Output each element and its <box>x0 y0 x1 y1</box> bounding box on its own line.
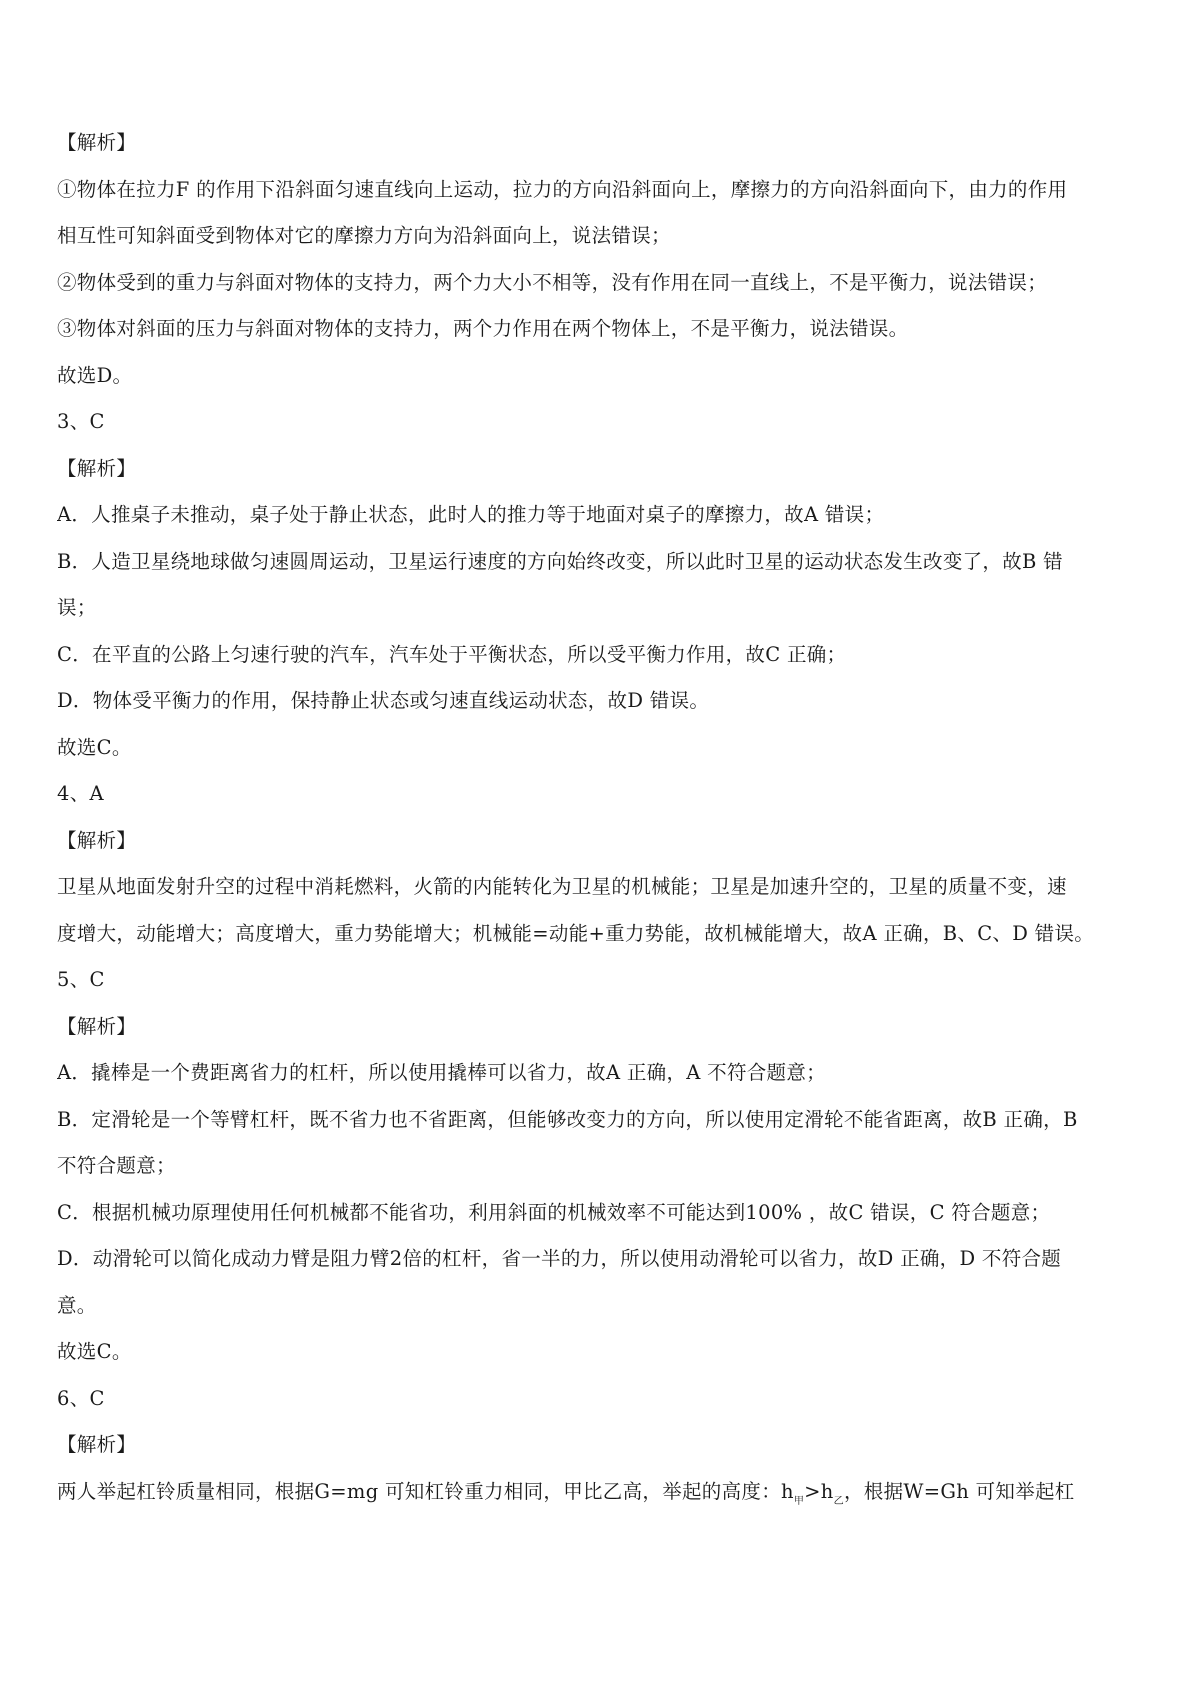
text-line: C．在平直的公路上匀速行驶的汽车，汽车处于平衡状态，所以受平衡力作用，故C 正确； <box>57 642 847 666</box>
text-line: 【解析】 <box>57 131 137 154</box>
text-line: 度增大，动能增大；高度增大，重力势能增大；机械能=动能+重力势能，故机械能增大，故A 正确，B、C、D 错误。 <box>57 921 1095 945</box>
document-page <box>57 120 1137 1515</box>
text-line: 不符合题意； <box>57 1154 176 1177</box>
text-line: 【解析】 <box>57 1433 137 1456</box>
text-line: D．动滑轮可以简化成动力臂是阻力臂2倍的杠杆，省一半的力，所以使用动滑轮可以省力，故D 正确，D 不符合题 <box>57 1247 1062 1270</box>
text-segment: >h <box>804 1479 834 1503</box>
text-line: 故选D。 <box>57 363 133 387</box>
text-line: 【解析】 <box>57 1014 137 1038</box>
text-line: D．物体受平衡力的作用，保持静止状态或匀速直线运动状态，故D 错误。 <box>57 689 710 712</box>
text-line-with-subscripts <box>57 1469 1137 1516</box>
text-line: 误； <box>57 596 97 619</box>
text-line: 卫星从地面发射升空的过程中消耗燃料，火箭的内能转化为卫星的机械能；卫星是加速升空的，卫星的质量不变，速 <box>57 875 1067 898</box>
question-number: 6、C <box>57 1386 105 1410</box>
text-line: A．人推桌子未推动，桌子处于静止状态，此时人的推力等于地面对桌子的摩擦力，故A 错误； <box>57 503 885 526</box>
text-line: ①物体在拉力F 的作用下沿斜面匀速直线向上运动，拉力的方向沿斜面向上，摩擦力的方向沿斜面向下，由力的作用 <box>57 177 1068 201</box>
text-line: 故选C。 <box>57 1340 132 1363</box>
text-line: 相互性可知斜面受到物体对它的摩擦力方向为沿斜面向上，说法错误； <box>57 224 671 247</box>
text-line: ②物体受到的重力与斜面对物体的支持力，两个力大小不相等，没有作用在同一直线上，不是平衡力，说法错误； <box>57 270 1048 294</box>
text-line: 故选C。 <box>57 735 132 759</box>
question-number: 5、C <box>57 968 105 991</box>
question-number: 4、A <box>57 782 104 805</box>
text-line: C．根据机械功原理使用任何机械都不能省功，利用斜面的机械效率不可能达到100% ，故C 错误，C 符合题意； <box>57 1200 1051 1224</box>
text-line: B．人造卫星绕地球做匀速圆周运动，卫星运行速度的方向始终改变，所以此时卫星的运动状态发生改变了，故B 错 <box>57 549 1063 573</box>
subscript: 乙 <box>833 1495 844 1507</box>
text-line: 意。 <box>57 1293 97 1317</box>
text-segment: 两人举起杠铃质量相同，根据G=mg 可知杠铃重力相同，甲比乙高，举起的高度：h <box>57 1479 794 1503</box>
text-line: ③物体对斜面的压力与斜面对物体的支持力，两个力作用在两个物体上，不是平衡力，说法错误。 <box>57 317 909 340</box>
text-line: B．定滑轮是一个等臂杠杆，既不省力也不省距离，但能够改变力的方向，所以使用定滑轮不能省距离，故B 正确，B <box>57 1107 1078 1131</box>
text-line: 【解析】 <box>57 828 137 852</box>
text-line: 【解析】 <box>57 456 137 480</box>
text-segment: ，根据W=Gh 可知举起杠 <box>843 1479 1075 1503</box>
question-number: 3、C <box>57 410 105 433</box>
subscript: 甲 <box>793 1495 805 1507</box>
text-line: A．撬棒是一个费距离省力的杠杆，所以使用撬棒可以省力，故A 正确，A 不符合题意； <box>57 1061 826 1084</box>
